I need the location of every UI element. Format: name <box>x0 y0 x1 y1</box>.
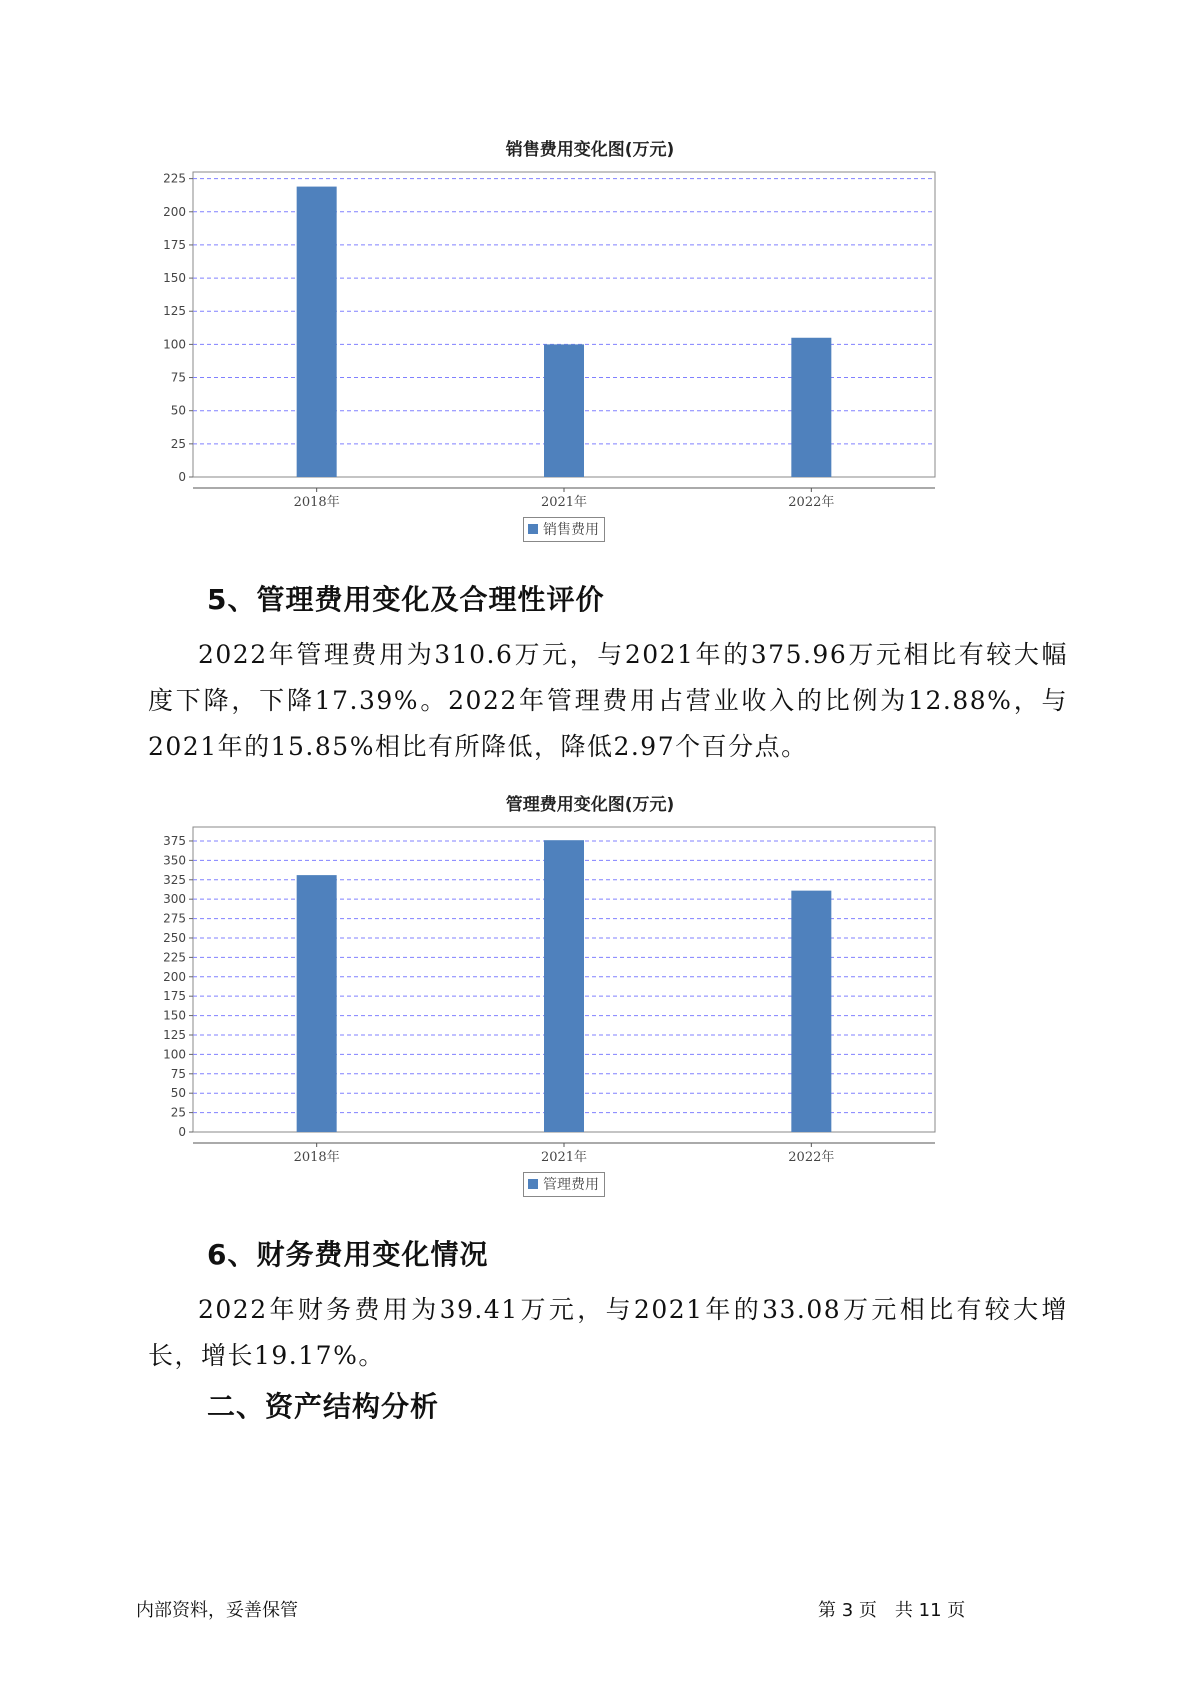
chart-legend <box>523 517 605 542</box>
y-tick-label: 125 <box>163 304 186 319</box>
section-2-heading: 二、资产结构分析 <box>207 1390 440 1423</box>
legend-swatch <box>528 1179 538 1189</box>
y-tick-label: 75 <box>170 1066 186 1081</box>
x-tick-label: 2022年 <box>788 495 835 510</box>
legend-label: 管理费用 <box>543 1177 599 1193</box>
bar <box>544 344 584 477</box>
bar <box>791 891 831 1132</box>
footer-page-number: 第 3 页 共 11 页 <box>818 1600 966 1621</box>
y-tick-label: 175 <box>163 237 186 252</box>
y-tick-label: 50 <box>170 1086 186 1101</box>
y-tick-label: 375 <box>163 833 186 848</box>
x-tick-label: 2018年 <box>293 1150 340 1165</box>
bar <box>791 338 831 477</box>
chart-legend <box>523 1172 605 1197</box>
y-tick-label: 125 <box>163 1027 186 1042</box>
chart-title: 销售费用变化图(万元) <box>505 140 675 160</box>
y-tick-label: 225 <box>163 950 186 965</box>
sales-expense-chart <box>150 135 1030 555</box>
y-tick-label: 200 <box>163 204 186 219</box>
y-tick-label: 275 <box>163 911 186 926</box>
bar <box>297 187 337 477</box>
y-tick-label: 100 <box>163 1047 186 1062</box>
y-tick-label: 175 <box>163 989 186 1004</box>
y-tick-label: 350 <box>163 853 186 868</box>
section-6-paragraph: 2022年财务费用为39.41万元，与2021年的33.08万元相比有较大增长，增长19.17%。 <box>148 1295 1068 1370</box>
x-tick-label: 2018年 <box>293 495 340 510</box>
sales-expense-chart-plot <box>150 170 1030 510</box>
footer-confidential-note: 内部资料，妥善保管 <box>136 1600 298 1621</box>
chart-title: 管理费用变化图(万元) <box>505 795 675 815</box>
management-expense-chart <box>150 790 1030 1210</box>
y-tick-label: 200 <box>163 969 186 984</box>
legend-swatch <box>528 524 538 534</box>
y-tick-label: 25 <box>170 1105 186 1120</box>
management-expense-chart-plot <box>150 825 1030 1165</box>
y-tick-label: 100 <box>163 337 186 352</box>
x-tick-label: 2022年 <box>788 1150 835 1165</box>
x-tick-label: 2021年 <box>540 1150 588 1165</box>
y-tick-label: 75 <box>170 370 186 385</box>
y-tick-label: 225 <box>163 171 186 186</box>
section-5-paragraph: 2022年管理费用为310.6万元，与2021年的375.96万元相比有较大幅度下降，下降17.39%。2022年管理费用占营业收入的比例为12.88%，与2021年的15.85%相比有所降低，降低2.97个百分点。 <box>148 640 1068 761</box>
legend-label: 销售费用 <box>543 522 599 538</box>
y-tick-label: 250 <box>163 930 186 945</box>
section-6-heading: 6、财务费用变化情况 <box>207 1238 489 1271</box>
y-tick-label: 50 <box>170 403 186 418</box>
y-tick-label: 300 <box>163 892 186 907</box>
y-tick-label: 25 <box>170 436 186 451</box>
y-tick-label: 150 <box>163 1008 186 1023</box>
y-tick-label: 0 <box>178 1125 186 1139</box>
bar <box>544 840 584 1132</box>
bar <box>297 875 337 1132</box>
y-tick-label: 325 <box>163 872 186 887</box>
section-5-heading: 5、管理费用变化及合理性评价 <box>207 583 605 616</box>
y-tick-label: 150 <box>163 271 186 286</box>
y-tick-label: 0 <box>178 470 186 484</box>
x-tick-label: 2021年 <box>540 495 588 510</box>
